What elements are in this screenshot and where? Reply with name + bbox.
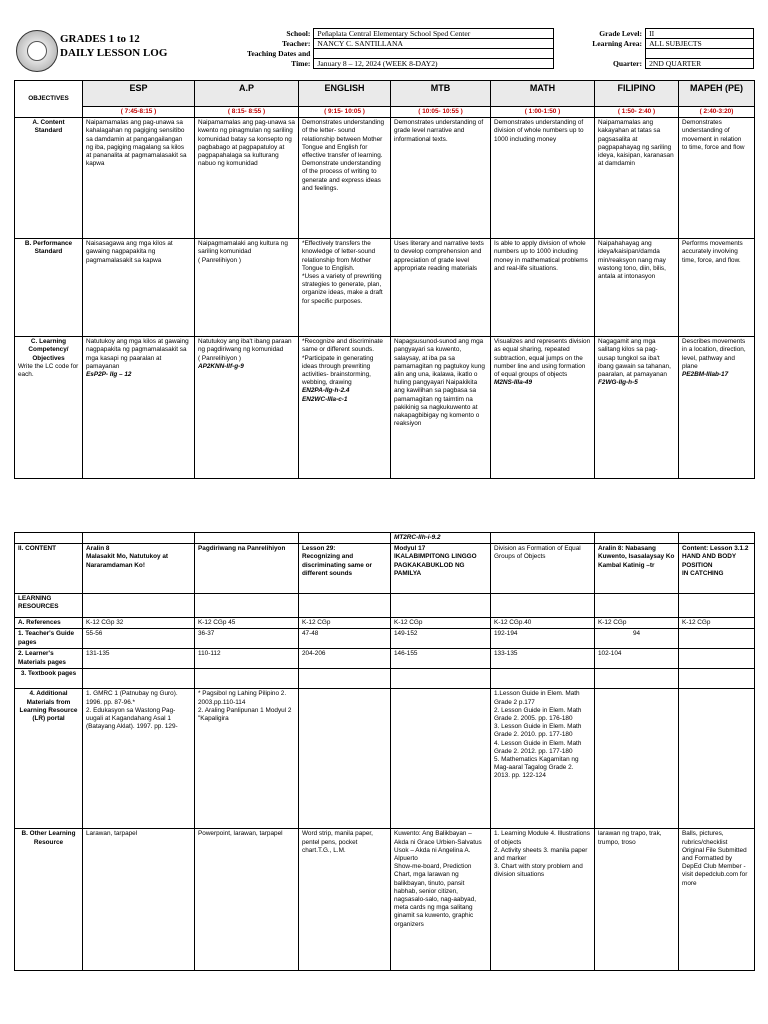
time-ap: ( 8:15- 8:55 ) bbox=[195, 107, 299, 118]
subject-filipino: FILIPINO bbox=[595, 81, 679, 107]
cell bbox=[391, 337, 491, 479]
cell: Lesson 29: Recognizing and discriminating same or different sounds bbox=[299, 544, 391, 594]
cell: Naipagmamalaki ang kultura ng sariling komunidad ( Panrelihiyon ) bbox=[195, 239, 299, 337]
competency-label-cell bbox=[15, 337, 83, 479]
time-math: ( 1:00-1:50 ) bbox=[491, 107, 595, 118]
cell: 192-194 bbox=[491, 629, 595, 649]
cell: Naipamamalas ang pag-unawa sa kahalagahan ng pagiging sensitibo sa damdamin at pangangailangan ng iba, pagiging magalang sa kilos at pananalita at pagmamalasakit sa kapwa bbox=[83, 118, 195, 239]
cell: Division as Formation of Equal Groups of Objects bbox=[491, 544, 595, 594]
cell: Demonstrates understanding of movement in relation to time, force and flow bbox=[679, 118, 755, 239]
cell: K-12 CGp bbox=[391, 618, 491, 629]
title-line2: DAILY LESSON LOG bbox=[60, 47, 168, 59]
cell: 110-112 bbox=[195, 649, 299, 669]
time-english: ( 9:15- 10:05 ) bbox=[299, 107, 391, 118]
cell bbox=[299, 337, 391, 479]
references-row bbox=[15, 618, 755, 629]
time-filipino: ( 1:50- 2:40 ) bbox=[595, 107, 679, 118]
learners-materials-row bbox=[15, 649, 755, 669]
content-table bbox=[14, 532, 755, 971]
subject-english: ENGLISH bbox=[299, 81, 391, 107]
school-label: School: bbox=[286, 28, 311, 38]
cell: Naipahahayag ang ideya/kaisipan/damda min/reaksyon nang may wastong tono, diin, bilis, antala at intonasyon bbox=[595, 239, 679, 337]
objectives-label: OBJECTIVES bbox=[15, 81, 83, 118]
cell: 1. Learning Module 4. Illustrations of objects 2. Activity sheets 3. manila paper and marker 3. Chart with story problem and division situations bbox=[491, 829, 595, 971]
other-resources-label: B. Other Learning Resource bbox=[15, 829, 83, 971]
time-mapeh: ( 2:40-3:20) bbox=[679, 107, 755, 118]
subject-mtb: MTB bbox=[391, 81, 491, 107]
lc-code: F2WG-IIg-h-5 bbox=[598, 379, 638, 387]
objectives-table bbox=[14, 80, 755, 479]
cell: 131-135 bbox=[83, 649, 195, 669]
cell: Aralin 8: Nabasang Kuwento, Isasalaysay Ko Kambal Katinig –tr bbox=[595, 544, 679, 594]
cell bbox=[679, 337, 755, 479]
cell: 102-104 bbox=[595, 649, 679, 669]
competency-row bbox=[15, 337, 755, 479]
cell: Naisasagawa ang mga kilos at gawaing nagpapakita ng pagmamalasakit sa kapwa bbox=[83, 239, 195, 337]
performance-standard-label: B. Performance Standard bbox=[15, 239, 83, 337]
quarter-value: 2ND QUARTER bbox=[646, 59, 754, 69]
cell: Balls, pictures, rubrics/checklist Original File Submitted and Formatted by DepEd Club Member - visit depedclub.com for more bbox=[679, 829, 755, 971]
area-label: Learning Area: bbox=[592, 38, 643, 48]
lc-code: M2NS-IIIa-49 bbox=[494, 379, 533, 387]
time-mtb: ( 10:05- 10:55 ) bbox=[391, 107, 491, 118]
references-label: A. References bbox=[15, 618, 83, 629]
cell: Demonstrates understanding of the letter- sound relationship between Mother Tongue and English for effective transfer of learning. Demonstrate understanding of the process of writing to generate and express ideas and feelings. bbox=[299, 118, 391, 239]
title-line1: GRADES 1 to 12 bbox=[60, 33, 140, 45]
cell bbox=[679, 689, 755, 829]
dates-value: January 8 – 12, 2024 (WEEK 8-DAY2) bbox=[314, 59, 554, 69]
subject-ap: A.P bbox=[195, 81, 299, 107]
learning-resources-label: LEARNING RESOURCES bbox=[15, 594, 83, 618]
school-value: Peñaplata Central Elementary School Sped Center bbox=[314, 29, 554, 39]
content-row bbox=[15, 544, 755, 594]
cell: K-12 CGp bbox=[595, 618, 679, 629]
teachers-guide-row bbox=[15, 629, 755, 649]
content-standard-row bbox=[15, 118, 755, 239]
additional-label: 4. Additional Materials from Learning Resource (LR) portal bbox=[15, 689, 83, 829]
cell bbox=[595, 689, 679, 829]
cell: Powerpoint, larawan, tarpapel bbox=[195, 829, 299, 971]
learning-resources-row bbox=[15, 594, 755, 618]
cell: 47-48 bbox=[299, 629, 391, 649]
cell: Naipamamalas ang kakayahan at tatas sa pagsasalita at pagpapahayag ng sariling ideya, kaisipan, karanasan at damdamin bbox=[595, 118, 679, 239]
cell: K-12 CGp bbox=[299, 618, 391, 629]
dates-label bbox=[210, 49, 314, 59]
cell: 94 bbox=[595, 629, 679, 649]
teacher-value: NANCY C. SANTILLANA bbox=[314, 39, 554, 49]
cell: 149-152 bbox=[391, 629, 491, 649]
cell: Is able to apply division of whole numbers up to 1000 including money in mathematical problems and real-life situations. bbox=[491, 239, 595, 337]
deped-seal-icon bbox=[16, 30, 58, 72]
competency-label: C. Learning Competency/ Objectives bbox=[28, 338, 69, 362]
cell: 146-155 bbox=[391, 649, 491, 669]
competency-text: Nagagamit ang mga salitang kilos sa pag-uusap tungkol sa iba't ibang gawain sa tahanan, paaralan, at pamayanan bbox=[598, 338, 671, 379]
cell: K-12 CGp 32 bbox=[83, 618, 195, 629]
dates-filler bbox=[314, 49, 554, 59]
cell: K-12 CGp bbox=[679, 618, 755, 629]
quarter-label: Quarter: bbox=[612, 58, 643, 68]
competency-text: *Recognize and discriminate same or different sounds. *Participate in generating ideas through prewriting activities- brainstorming, webbing, drawing bbox=[302, 338, 383, 387]
grade-value: II bbox=[646, 29, 754, 39]
competency-text: Napagsusunod-sunod ang mga pangyayari sa kuwento, salaysay, at iba pa sa pamamagitan ng pagtukoy kung alin ang una, ikalawa, ikatlo o huling pangyayari Naipakikita ang kawilihan sa pagbasa sa pamamagitan ng taimtim na pakikinig sa nagkukuwento at nakapagbibigay ng komento o reaksiyon bbox=[394, 338, 485, 428]
cell bbox=[391, 689, 491, 829]
header-info-table bbox=[210, 28, 754, 69]
teacher-label: Teacher: bbox=[282, 38, 311, 48]
textbook-label: 3. Textbook pages bbox=[15, 669, 83, 689]
cell: Aralin 8 Malasakit Mo, Natutukoy at Nararamdaman Ko! bbox=[83, 544, 195, 594]
lc-code: EN2PA-IIg-h-2.4 EN2WC-IIIa-c-1 bbox=[302, 387, 350, 403]
area-value: ALL SUBJECTS bbox=[646, 39, 754, 49]
cell bbox=[195, 337, 299, 479]
dates-label-1: Teaching Dates and bbox=[246, 48, 311, 58]
competency-text: Describes movements in a location, direction, level, pathway and plane bbox=[682, 338, 746, 370]
cell: Larawan, tarpapel bbox=[83, 829, 195, 971]
cell: Demonstrates understanding of grade level narrative and informational texts. bbox=[391, 118, 491, 239]
header bbox=[14, 28, 754, 74]
textbook-row bbox=[15, 669, 755, 689]
grade-label: Grade Level: bbox=[599, 28, 643, 38]
cell bbox=[595, 337, 679, 479]
competency-text: Visualizes and represents division as equal sharing, repeated subtraction, equal jumps on the number line and using formation of equal groups of objects bbox=[494, 338, 591, 379]
cell: 55-56 bbox=[83, 629, 195, 649]
cell: 204-206 bbox=[299, 649, 391, 669]
lc-code: PE2BM-IIIab-17 bbox=[682, 371, 729, 379]
cell: 133-135 bbox=[491, 649, 595, 669]
subject-mapeh: MAPEH (PE) bbox=[679, 81, 755, 107]
cell: 36-37 bbox=[195, 629, 299, 649]
cell: larawan ng trapo, trak, trumpo, troso bbox=[595, 829, 679, 971]
cell: Modyul 17 IKALABIMPITONG LINGGO PAGKAKABUKLOD NG PAMILYA bbox=[391, 544, 491, 594]
competency-text: Natutukoy ang iba't ibang paraan ng pagdiriwang ng komunidad ( Panrelihiyon ) bbox=[198, 338, 292, 362]
cell: K-12 CGp.40 bbox=[491, 618, 595, 629]
mtb-code-cont: MT2RC-IIh-i-9.2 bbox=[391, 533, 491, 544]
teachers-guide-label: 1. Teacher's Guide pages bbox=[15, 629, 83, 649]
cell: Demonstrates understanding of division of whole numbers up to 1000 including money bbox=[491, 118, 595, 239]
cell bbox=[491, 337, 595, 479]
cell: * Pagsibol ng Lahing Pilipino 2. 2003.pp.110-114 2. Araling Panlipunan 1 Modyul 2 "Kapaligira bbox=[195, 689, 299, 829]
document-title bbox=[60, 32, 167, 60]
lc-code: EsP2P- IIg – 12 bbox=[86, 371, 132, 379]
cell bbox=[83, 337, 195, 479]
competency-note: Write the LC code for each. bbox=[18, 362, 79, 379]
cell: Kuwento: Ang Balikbayan – Akda ni Grace Urbien-Salvatus Usok – Akda ni Angelina A. Alpuerto Show-me-board, Prediction Chart, mga larawan ng balikbayan, tinuto, pansit habhab, senior citizen, nagsasalo-salo, nag-aabyad, meta cards ng mga salitang ginamit sa kuwento, graphic organizers bbox=[391, 829, 491, 971]
cell: Pagdiriwang na Panrelihiyon bbox=[195, 544, 299, 594]
cell: Word strip, manila paper, pentel pens, pocket chart.T.G., L.M. bbox=[299, 829, 391, 971]
time-label: Time: bbox=[291, 58, 311, 68]
cell bbox=[299, 689, 391, 829]
cell: Naipamamalas ang pag-unawa sa kwento ng pinagmulan ng sariling komunidad batay sa konsepto ng pagbabago at pagpapatuloy at pagpapahalaga sa kulturang nabuo ng komunidad bbox=[195, 118, 299, 239]
content-label: II. CONTENT bbox=[15, 544, 83, 594]
cell: 1.Lesson Guide in Elem. Math Grade 2 p.177 2. Lesson Guide in Elem. Math Grade 2. 2005. pp. 176-180 3. Lesson Guide in Elem. Math Grade 2. 2010. pp. 177-180 4. Lesson Guide in Elem. Math Grade 2. 2012. pp. 177-180 5. Mathematics Kagamitan ng Mag-aaral Tagalog Grade 2. 2013. pp. 122-124 bbox=[491, 689, 595, 829]
lc-code: AP2KNN-IIf-g-9 bbox=[198, 362, 244, 370]
cell: 1. GMRC 1 (Patnubay ng Guro). 1996. pp. 87-96.* 2. Edukasyon sa Wastong Pag-uugali at Kagandahang Asal 1 (Batayang Aklat). 1997. pp. 129- bbox=[83, 689, 195, 829]
subject-esp: ESP bbox=[83, 81, 195, 107]
other-resources-row bbox=[15, 829, 755, 971]
cell bbox=[679, 629, 755, 649]
competency-text: Natutukoy ang mga kilos at gawaing nagpapakita ng pagmamalasakit sa mga kasapi ng paaralan at pamayanan bbox=[86, 338, 189, 370]
time-esp: ( 7:45-8:15 ) bbox=[83, 107, 195, 118]
cell bbox=[679, 649, 755, 669]
content-standard-label: A. Content Standard bbox=[15, 118, 83, 239]
cell: Uses literary and narrative texts to develop comprehension and appreciation of grade level appropriate reading materials bbox=[391, 239, 491, 337]
cell: *Effectively transfers the knowledge of letter-sound relationship from Mother Tongue to English. *Uses a variety of prewriting strategies to generate, plan, organize ideas, make a draft for specific purposes. bbox=[299, 239, 391, 337]
cell: Content: Lesson 3.1.2 HAND AND BODY POSITION IN CATCHING bbox=[679, 544, 755, 594]
subject-math: MATH bbox=[491, 81, 595, 107]
learners-materials-label: 2. Learner's Materials pages bbox=[15, 649, 83, 669]
performance-standard-row bbox=[15, 239, 755, 337]
cell: K-12 CGp 45 bbox=[195, 618, 299, 629]
cell: Performs movements accurately involving time, force, and flow. bbox=[679, 239, 755, 337]
additional-materials-row bbox=[15, 689, 755, 829]
